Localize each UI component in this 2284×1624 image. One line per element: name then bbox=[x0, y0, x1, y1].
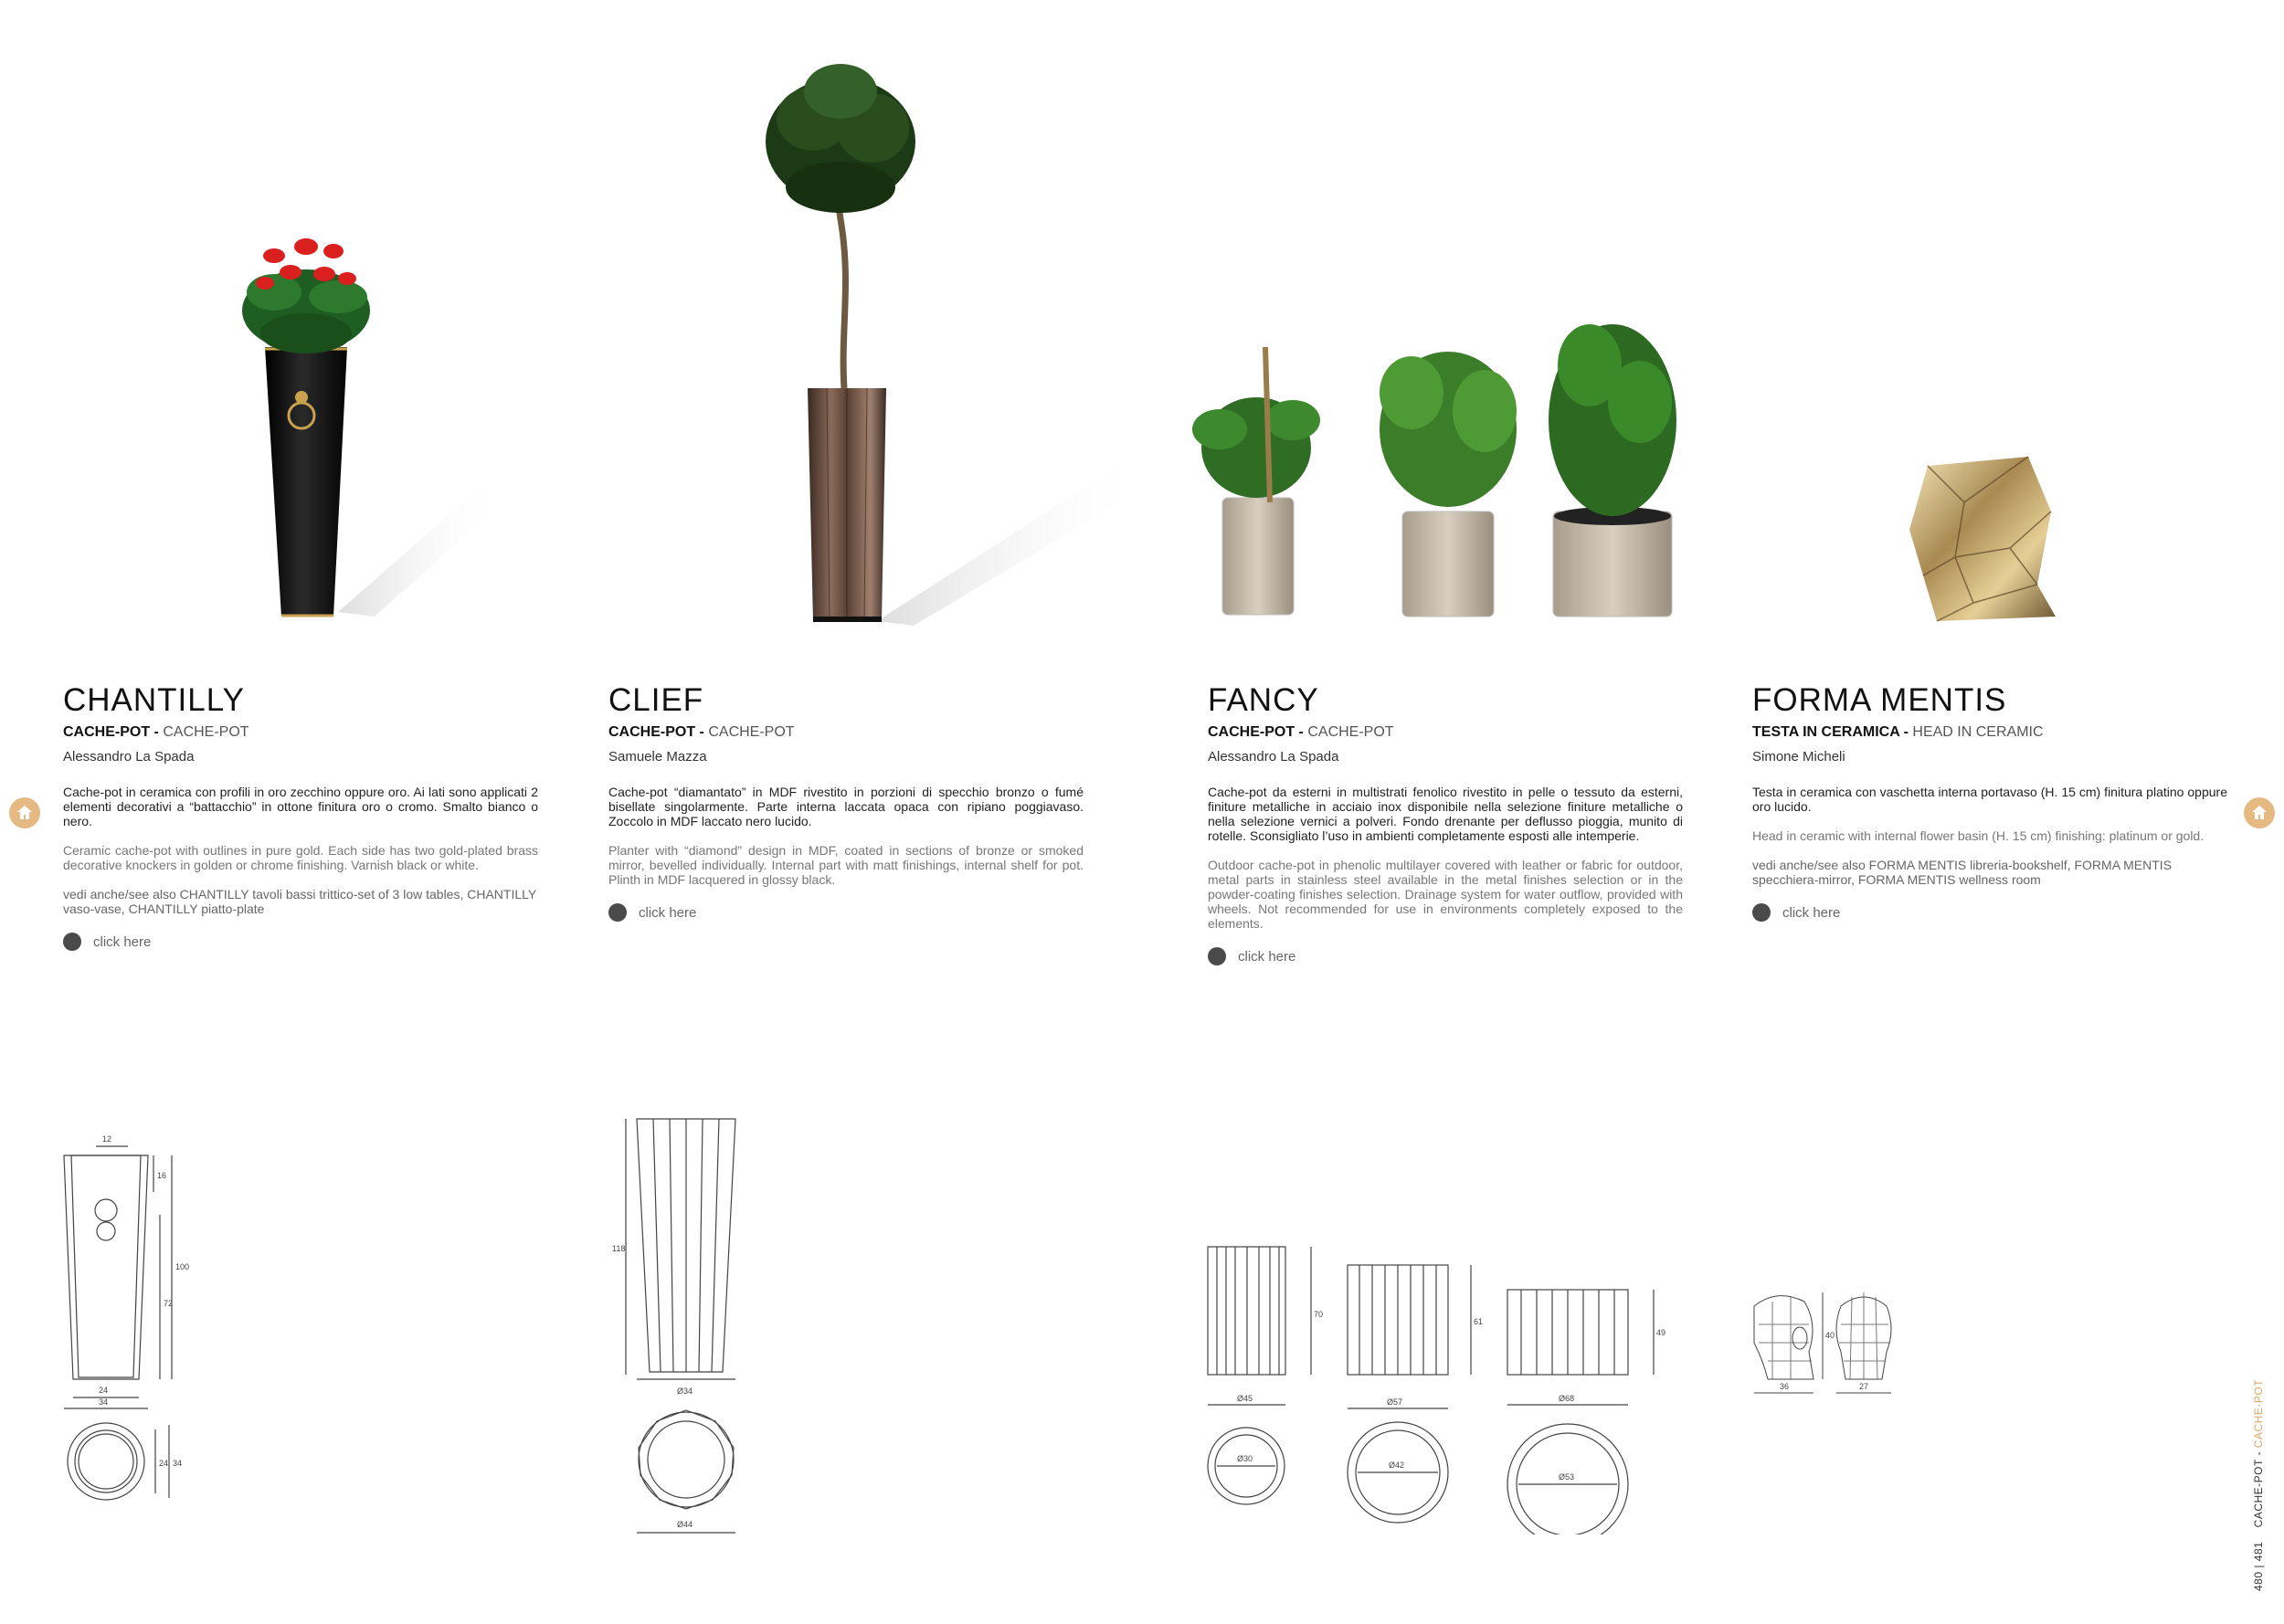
description-it: Testa in ceramica con vaschetta interna portavaso (H. 15 cm) finitura platino oppure oro lucido. bbox=[1752, 785, 2227, 814]
svg-text:36: 36 bbox=[1780, 1382, 1790, 1391]
forma-mentis-photo bbox=[1900, 448, 2065, 630]
home-icon bbox=[16, 804, 34, 822]
click-here-link[interactable]: click here bbox=[608, 903, 1084, 922]
page-mark: 480 | 481 CACHE-POT - CACHE-POT bbox=[2252, 1379, 2265, 1591]
see-also: vedi anche/see also FORMA MENTIS libreria-bookshelf, FORMA MENTIS specchiera-mirror, FORMA MENTIS wellness room bbox=[1752, 858, 2173, 887]
click-here-link[interactable]: click here bbox=[1208, 947, 1683, 965]
svg-text:Ø57: Ø57 bbox=[1387, 1397, 1403, 1407]
description-it: Cache-pot in ceramica con profili in oro zecchino oppure oro. Ai lati sono applicati 2 elementi decorativi a “battacchio” in ottone finitura oro o cromo. Smalto bianco o nero. bbox=[63, 785, 538, 828]
clief-photo bbox=[749, 55, 1133, 630]
bullet-icon bbox=[1208, 947, 1226, 965]
svg-text:34: 34 bbox=[99, 1397, 109, 1407]
svg-text:Ø45: Ø45 bbox=[1237, 1394, 1253, 1403]
svg-text:12: 12 bbox=[102, 1134, 112, 1144]
svg-text:70: 70 bbox=[1314, 1310, 1324, 1319]
svg-text:Ø30: Ø30 bbox=[1237, 1454, 1253, 1463]
product-type: CACHE-POT - CACHE-POT bbox=[608, 724, 795, 740]
home-button-left[interactable] bbox=[9, 797, 40, 828]
svg-text:100: 100 bbox=[175, 1262, 190, 1271]
svg-text:Ø34: Ø34 bbox=[677, 1387, 693, 1396]
home-button-right[interactable] bbox=[2244, 797, 2275, 828]
svg-text:27: 27 bbox=[1859, 1382, 1869, 1391]
product-title: FORMA MENTIS bbox=[1752, 682, 2007, 718]
product-title: FANCY bbox=[1208, 682, 1319, 718]
product-title: CHANTILLY bbox=[63, 682, 245, 718]
product-forma-mentis bbox=[1752, 680, 2227, 922]
description-it: Cache-pot “diamantato” in MDF rivestito in porzioni di specchio bronzo o fumé bisellate singolarmente. Parte interna laccata opaca con ripiano poggiavaso. Zoccolo in MDF laccato nero lucido. bbox=[608, 785, 1084, 828]
svg-text:Ø53: Ø53 bbox=[1559, 1472, 1575, 1482]
svg-text:72: 72 bbox=[164, 1299, 174, 1308]
click-here-link[interactable]: click here bbox=[63, 933, 538, 951]
product-type: TESTA IN CERAMICA - HEAD IN CERAMIC bbox=[1752, 724, 2044, 740]
designer-name: Alessandro La Spada bbox=[63, 749, 195, 765]
svg-text:Ø68: Ø68 bbox=[1559, 1394, 1575, 1403]
home-icon bbox=[2250, 804, 2268, 822]
see-also: vedi anche/see also CHANTILLY tavoli bassi trittico-set of 3 low tables, CHANTILLY vaso-vase, CHANTILLY piatto-plate bbox=[63, 887, 536, 916]
chantilly-drawing bbox=[55, 1133, 201, 1507]
svg-text:Ø44: Ø44 bbox=[677, 1520, 693, 1529]
bullet-icon bbox=[63, 933, 81, 951]
fancy-photo bbox=[1183, 292, 1713, 630]
svg-text:61: 61 bbox=[1474, 1317, 1484, 1326]
clief-drawing bbox=[608, 1105, 754, 1544]
fancy-drawing bbox=[1197, 1233, 1672, 1534]
bullet-icon bbox=[608, 903, 627, 922]
description-en: Ceramic cache-pot with outlines in pure gold. Each side has two gold-plated brass decorative knockers in golden or chrome finishing. Varnish black or white. bbox=[63, 843, 538, 872]
svg-text:24: 24 bbox=[159, 1459, 169, 1468]
chantilly-photo bbox=[210, 210, 484, 630]
description-en: Head in ceramic with internal flower basin (H. 15 cm) finishing: platinum or gold. bbox=[1752, 828, 2205, 843]
product-chantilly bbox=[63, 680, 538, 951]
product-clief bbox=[608, 680, 1084, 922]
product-type: CACHE-POT - CACHE-POT bbox=[1208, 724, 1394, 740]
svg-text:40: 40 bbox=[1825, 1331, 1835, 1340]
description-it: Cache-pot da esterni in multistrati fenolico rivestito in pelle o tessuto da esterni, finiture metalliche in acciaio inox disponibile nella selezione finiture metalliche o nella selezione vernici a polveri. Fondo drenante per deflusso pioggia, munito di rotelle. Sconsigliato l’uso in ambienti completamente esposti alle intemperie. bbox=[1208, 785, 1683, 843]
description-en: Planter with “diamond” design in MDF, coated in sections of bronze or smoked mirror, bevelled individually. Internal part with matt finishings, internal shelf for pot. Plinth in MDF lacquered in glossy black. bbox=[608, 843, 1084, 887]
forma-mentis-drawing bbox=[1750, 1288, 1932, 1407]
product-title: CLIEF bbox=[608, 682, 704, 718]
bullet-icon bbox=[1752, 903, 1771, 922]
svg-text:118: 118 bbox=[612, 1244, 626, 1253]
svg-text:34: 34 bbox=[173, 1459, 183, 1468]
product-type: CACHE-POT - CACHE-POT bbox=[63, 724, 249, 740]
designer-name: Simone Micheli bbox=[1752, 749, 1845, 765]
designer-name: Alessandro La Spada bbox=[1208, 749, 1339, 765]
click-here-link[interactable]: click here bbox=[1752, 903, 2227, 922]
svg-text:49: 49 bbox=[1656, 1328, 1666, 1337]
svg-text:16: 16 bbox=[157, 1171, 167, 1180]
designer-name: Samuele Mazza bbox=[608, 749, 707, 765]
svg-text:Ø42: Ø42 bbox=[1389, 1461, 1405, 1470]
description-en: Outdoor cache-pot in phenolic multilayer covered with leather or fabric for outdoor, metal parts in stainless steel available in the metal finishes selection or in the powder-coating finishes selection. Drainage system for water outflow, provided with wheels. Not recommended for use in environments completely exposed to the elements. bbox=[1208, 858, 1683, 931]
product-fancy bbox=[1208, 680, 1683, 965]
svg-text:24: 24 bbox=[99, 1386, 109, 1395]
